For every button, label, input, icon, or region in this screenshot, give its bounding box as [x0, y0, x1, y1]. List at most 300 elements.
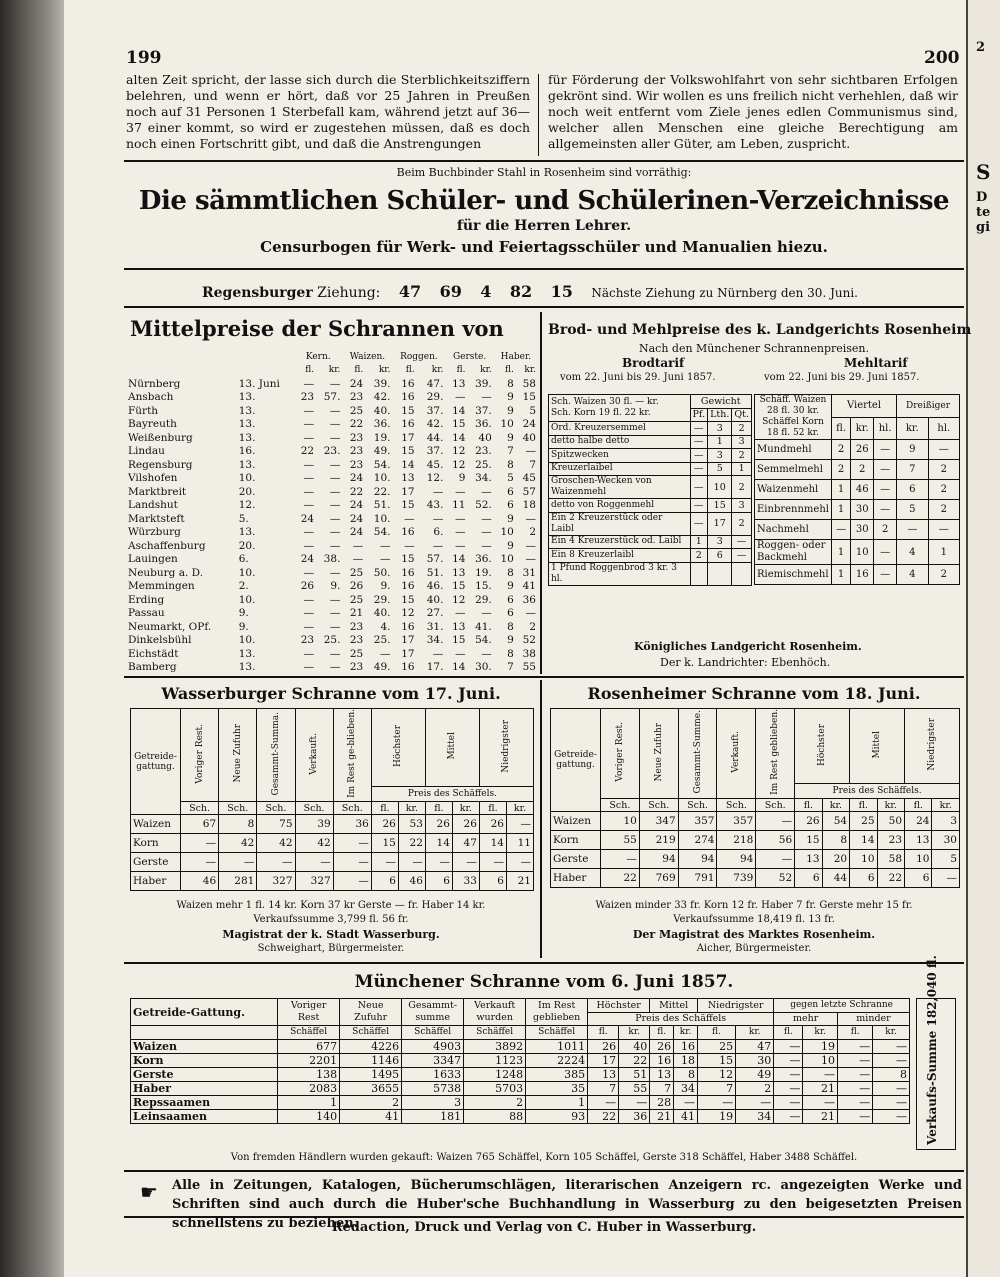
value-cell: 49	[736, 1067, 774, 1081]
price-cell: 12	[452, 445, 466, 458]
price-cell: 40	[478, 431, 492, 444]
table-row	[131, 1053, 910, 1067]
price-cell: 9.	[380, 580, 391, 593]
column-head: Gesammt-summe	[402, 999, 464, 1026]
price-cell: —	[404, 539, 415, 552]
value-cell: —	[506, 815, 533, 834]
bread-item: Ein 4 Kreuzerstück od. Laibl	[549, 535, 691, 549]
price-cell: 22	[349, 418, 364, 431]
bread-item: Ord. Kreuzersemmel	[549, 422, 691, 436]
table-row	[126, 593, 538, 607]
table-row	[126, 472, 538, 486]
value-cell: 22	[398, 834, 425, 853]
price-cell: 13.	[238, 404, 256, 417]
table-row	[551, 850, 960, 869]
column-head: Niedrigster	[698, 999, 774, 1013]
city-name: Neumarkt, OPf.	[128, 620, 212, 633]
table-row	[131, 1095, 910, 1109]
value-cell: 22	[877, 869, 904, 888]
value-cell: 67	[181, 815, 219, 834]
column-label: Höchster	[817, 723, 828, 766]
mittelpreise-title: Mittelpreise der Schrannen von	[130, 316, 504, 341]
price-cell: 31.	[426, 620, 444, 633]
city-name: Lauingen	[128, 553, 178, 566]
gattung-head: Getreide-Gattung.	[131, 999, 278, 1026]
value-cell: 2	[340, 1095, 402, 1109]
value-cell: 75	[257, 815, 295, 834]
price-cell: 54.	[373, 458, 391, 471]
price-cell: 40.	[426, 593, 444, 606]
value-cell: 7	[698, 1081, 736, 1095]
value-cell: 16	[650, 1053, 674, 1067]
column-head: Verkauft wurden	[464, 999, 526, 1026]
price-cell: —	[874, 540, 897, 565]
unit-head: kr.	[506, 801, 533, 815]
value-cell: 281	[219, 872, 257, 891]
value-cell: 13	[905, 831, 932, 850]
value-cell: 22	[588, 1109, 619, 1123]
column-label: Gesammt-Summe.	[692, 710, 703, 794]
value-cell: —	[873, 1109, 910, 1123]
price-cell: —	[525, 539, 536, 552]
value-cell: —	[181, 834, 219, 853]
value-cell: —	[774, 1039, 803, 1053]
wasserburg-title: Wasserburger Schranne vom 17. Juni.	[161, 684, 501, 703]
price-cell: 13.	[238, 458, 256, 471]
flour-item: Riemischmehl	[755, 565, 832, 585]
price-cell: 12	[401, 607, 415, 620]
price-cell: 2	[928, 500, 959, 520]
value-cell: 791	[678, 869, 717, 888]
value-cell: 218	[717, 831, 756, 850]
value-cell: 21	[803, 1081, 838, 1095]
price-cell: 21	[349, 607, 364, 620]
rosenheim-title: Rosenheimer Schranne vom 18. Juni.	[587, 684, 921, 703]
value-cell: 327	[295, 872, 333, 891]
mp-group-head: Gerste.	[452, 351, 487, 362]
table-row	[549, 562, 752, 585]
price-cell: 10	[500, 553, 514, 566]
weight-cell	[732, 562, 752, 585]
table-row	[755, 440, 960, 460]
price-cell: 10	[500, 526, 514, 539]
city-name: Würzburg	[128, 526, 181, 539]
price-cell: 10	[500, 418, 514, 431]
price-cell: 7	[897, 460, 929, 480]
city-name: Eichstädt	[128, 647, 179, 660]
price-cell: 6	[507, 499, 514, 512]
price-cell: 2	[874, 520, 897, 540]
value-cell: —	[674, 1095, 698, 1109]
unit-head: Schäffel	[464, 1026, 526, 1040]
city-name: Marktbreit	[128, 485, 187, 498]
unit-head: fl.	[698, 1026, 736, 1040]
unit-head: kr.	[452, 801, 479, 815]
table-row	[126, 512, 538, 526]
price-cell: 8	[507, 620, 514, 633]
brot-head: Sch. Waizen 30 fl. — kr.	[551, 397, 659, 407]
city-name: Regensburg	[128, 458, 193, 471]
table-row	[126, 580, 538, 594]
price-cell: 49.	[373, 661, 391, 674]
column-head	[479, 709, 533, 787]
rule	[124, 268, 964, 270]
value-cell: —	[803, 1067, 838, 1081]
header-row	[131, 999, 910, 1013]
value-cell: 55	[619, 1081, 650, 1095]
value-cell: 94	[678, 850, 717, 869]
price-cell: 13	[452, 377, 466, 390]
bread-item: detto halbe detto	[549, 435, 691, 449]
weight-cell: 2	[732, 476, 752, 499]
unit-head: Lth.	[708, 408, 732, 422]
column-head	[295, 709, 333, 802]
value-cell: 2	[736, 1081, 774, 1095]
value-cell: 3655	[340, 1081, 402, 1095]
price-cell: 57	[522, 485, 536, 498]
price-cell: —	[379, 553, 391, 566]
value-cell: 1011	[526, 1039, 588, 1053]
column-head: gegen letzte Schranne	[774, 999, 910, 1013]
value-cell: —	[588, 1095, 619, 1109]
value-cell: —	[333, 872, 371, 891]
column-head	[333, 709, 371, 802]
price-cell: 24	[349, 512, 364, 525]
bread-item: Spitzwecken	[549, 449, 691, 463]
ad-line: Beim Buchbinder Stahl in Rosenheim sind vorräthig:	[396, 166, 692, 179]
price-cell: 2	[928, 565, 959, 585]
book-spine	[0, 0, 64, 1277]
price-cell: —	[303, 607, 315, 620]
edge-fragment: 2	[976, 40, 986, 55]
price-cell: 6	[507, 593, 514, 606]
value-cell: 769	[639, 869, 678, 888]
price-cell: 1	[831, 500, 850, 520]
mehr-head: mehr	[774, 1012, 838, 1026]
unit-head: kr.	[328, 365, 341, 376]
price-cell: —	[329, 418, 341, 431]
value-cell: 30	[736, 1053, 774, 1067]
value-cell: 42	[219, 834, 257, 853]
brot-period: vom 22. Juni bis 29. Juni 1857.	[560, 372, 716, 383]
value-cell: 19	[698, 1109, 736, 1123]
value-cell: —	[873, 1095, 910, 1109]
price-cell: 7	[507, 445, 514, 458]
column-label: Im Rest geblieben.	[770, 709, 781, 795]
price-cell: 16.	[238, 445, 256, 458]
price-cell: 24	[300, 553, 315, 566]
price-cell: 9	[458, 472, 466, 485]
weight-cell: 10	[708, 476, 732, 499]
price-cell: 14	[452, 553, 466, 566]
price-cell: 10	[851, 540, 874, 565]
weight-cell	[708, 562, 732, 585]
price-cell: 24	[349, 377, 364, 390]
table-row	[549, 512, 752, 535]
value-cell: 6	[425, 872, 452, 891]
price-cell: 13.	[238, 391, 256, 404]
price-cell: 46	[851, 480, 874, 500]
value-cell: 34	[674, 1081, 698, 1095]
price-cell: 16	[401, 580, 415, 593]
price-cell: —	[352, 553, 364, 566]
value-cell: 15	[371, 834, 398, 853]
pointing-hand-icon: ☛	[140, 1180, 158, 1204]
column-head	[639, 709, 678, 799]
weight-cell: 2	[732, 449, 752, 463]
weight-cell: 1	[708, 435, 732, 449]
price-cell: 57.	[426, 553, 444, 566]
column-head: Höchster	[588, 999, 650, 1013]
value-cell: 4903	[402, 1039, 464, 1053]
value-cell: 3	[932, 812, 960, 831]
table-row	[131, 1067, 910, 1081]
rule	[124, 676, 964, 678]
value-cell: 28	[650, 1095, 674, 1109]
column-label: Neue Zufuhr	[653, 722, 664, 782]
price-cell: 36.	[475, 418, 492, 431]
price-cell: 38	[522, 647, 536, 660]
table-row	[551, 831, 960, 850]
price-cell: —	[454, 647, 466, 660]
table-row	[126, 539, 538, 553]
unit-head: kr.	[398, 801, 425, 815]
value-cell: 385	[526, 1067, 588, 1081]
grain-name: Gerste	[131, 853, 181, 872]
price-cell: 30	[851, 520, 874, 540]
column-divider	[540, 312, 542, 674]
price-cell: 52	[522, 634, 536, 647]
value-cell: 19	[803, 1039, 838, 1053]
table-row	[131, 815, 534, 834]
value-cell: —	[838, 1053, 873, 1067]
brod-subtitle: Nach den Münchener Schrannenpreisen.	[638, 342, 870, 355]
edge-fragment: D	[976, 190, 988, 205]
value-cell: 41	[340, 1109, 402, 1123]
unit-head: Sch.	[295, 801, 333, 815]
bread-item: detto von Roggenmehl	[549, 499, 691, 513]
price-cell: 6	[897, 480, 929, 500]
price-cell: —	[379, 647, 391, 660]
price-cell: 2	[831, 460, 850, 480]
price-cell: 15	[401, 553, 415, 566]
price-cell: 23.	[323, 445, 341, 458]
price-cell: 47.	[426, 377, 444, 390]
unit-head: fl.	[774, 1026, 803, 1040]
weight-cell: —	[690, 462, 708, 476]
flour-item: Mundmehl	[755, 440, 832, 460]
price-cell: 39.	[373, 377, 391, 390]
price-cell: 14	[452, 661, 466, 674]
price-cell: 49.	[373, 445, 391, 458]
price-cell: 1	[831, 565, 850, 585]
price-cell: —	[928, 520, 959, 540]
city-name: Dinkelsbühl	[128, 634, 192, 647]
price-cell: 23	[300, 391, 315, 404]
price-cell: 15	[452, 634, 466, 647]
value-cell: 2083	[278, 1081, 340, 1095]
table-row	[755, 540, 960, 565]
value-cell: —	[601, 850, 640, 869]
price-cell: —	[481, 485, 492, 498]
preis-head: Preis des Schäffels.	[795, 784, 960, 799]
value-cell: 56	[756, 831, 795, 850]
grain-name: Korn	[131, 834, 181, 853]
column-head	[795, 709, 850, 784]
price-cell: 13.	[238, 431, 256, 444]
price-cell: 6.	[238, 553, 249, 566]
price-cell: —	[525, 445, 536, 458]
value-cell: 42	[257, 834, 295, 853]
price-cell: 15.	[475, 580, 492, 593]
price-cell: 38.	[323, 553, 341, 566]
muenchen-footnote: Von fremden Händlern wurden gekauft: Waizen 765 Schäffel, Korn 105 Schäffel, Gerste 318 Schäffel, Haber 3488 Schäffel.	[230, 1152, 858, 1163]
unit-head: kr.	[736, 1026, 774, 1040]
price-cell: 34.	[426, 634, 444, 647]
mp-group-head: Haber.	[500, 351, 532, 362]
value-cell: 14	[479, 834, 506, 853]
bread-item: Kreuzerlaibel	[549, 462, 691, 476]
price-cell: —	[329, 647, 341, 660]
price-cell: —	[352, 539, 364, 552]
value-cell: 6	[850, 869, 877, 888]
table-row	[131, 834, 534, 853]
value-cell: —	[479, 853, 506, 872]
price-cell: 9	[507, 404, 514, 417]
mp-group-head: Kern.	[305, 351, 331, 362]
price-cell: —	[303, 566, 315, 579]
value-cell: 25	[850, 812, 877, 831]
price-cell: 37.	[475, 404, 492, 417]
price-cell: 26	[851, 440, 874, 460]
weight-cell: —	[690, 499, 708, 513]
unit-head: fl.	[905, 798, 932, 812]
rh-signature: Der Magistrat des Marktes Rosenheim.	[632, 928, 876, 941]
value-cell: 46	[181, 872, 219, 891]
rh-signature: Aicher, Bürgermeister.	[696, 943, 812, 954]
price-cell: 45	[522, 472, 536, 485]
unit-head: Schäffel	[402, 1026, 464, 1040]
value-cell: 26	[452, 815, 479, 834]
price-cell: 19.	[475, 566, 492, 579]
value-cell: —	[371, 853, 398, 872]
table-row	[551, 812, 960, 831]
price-cell: 23	[349, 391, 364, 404]
value-cell: 47	[736, 1039, 774, 1053]
newspaper-page	[64, 0, 972, 1277]
price-cell: 39.	[475, 377, 492, 390]
price-cell: —	[525, 553, 536, 566]
price-cell: —	[897, 520, 929, 540]
value-cell: 47	[452, 834, 479, 853]
price-cell: —	[874, 500, 897, 520]
price-cell: 2	[529, 526, 536, 539]
price-cell: 27.	[426, 607, 444, 620]
city-name: Marktsteft	[128, 512, 185, 525]
price-cell: —	[303, 431, 315, 444]
city-name: Passau	[128, 607, 165, 620]
price-cell: 25	[349, 566, 364, 579]
page-number-left: 199	[126, 48, 162, 68]
unit-head: kr.	[822, 798, 849, 812]
price-cell: 24	[522, 418, 536, 431]
value-cell: 15	[698, 1053, 736, 1067]
price-cell: 15	[401, 593, 415, 606]
price-cell: —	[329, 458, 341, 471]
value-cell: —	[756, 850, 795, 869]
price-cell: 23	[349, 445, 364, 458]
bread-item: Groschen-Wecken von Waizenmehl	[549, 476, 691, 499]
price-cell: —	[329, 404, 341, 417]
unit-head: kr.	[877, 798, 904, 812]
price-cell: —	[329, 539, 341, 552]
value-cell: —	[619, 1095, 650, 1109]
price-cell: 12	[452, 593, 466, 606]
unit-head: kr.	[524, 365, 536, 376]
price-cell: 5	[529, 404, 536, 417]
price-cell: —	[874, 440, 897, 460]
price-cell: 42.	[426, 418, 444, 431]
lottery-line	[202, 282, 858, 301]
weight-cell: —	[690, 449, 708, 463]
price-cell: —	[303, 499, 315, 512]
column-head	[850, 709, 905, 784]
verkaufssumme: Verkaufs-Summe 182,040 fl.	[925, 955, 939, 1145]
price-cell: 15	[401, 404, 415, 417]
price-cell: 40.	[373, 404, 391, 417]
price-cell: 23.	[475, 445, 492, 458]
price-cell: 16	[851, 565, 874, 585]
value-cell: 23	[877, 831, 904, 850]
value-cell: 357	[678, 812, 717, 831]
price-cell: —	[329, 512, 341, 525]
value-cell: 13	[795, 850, 822, 869]
grain-name: Leinsaamen	[131, 1109, 278, 1123]
price-cell: 25	[349, 647, 364, 660]
price-cell: 1	[928, 540, 959, 565]
value-cell: 44	[822, 869, 849, 888]
value-cell: 13	[588, 1067, 619, 1081]
weight-cell: 3	[708, 422, 732, 436]
table-row	[126, 499, 538, 513]
price-cell: 17	[401, 485, 415, 498]
column-head	[717, 709, 756, 799]
mehl-period: vom 22. Juni bis 29. Juni 1857.	[764, 372, 920, 383]
price-cell: 9.	[238, 607, 249, 620]
column-head	[905, 709, 960, 784]
unit-head: fl.	[795, 798, 822, 812]
weight-cell: 3	[708, 449, 732, 463]
value-cell: —	[333, 853, 371, 872]
city-name: Nürnberg	[128, 377, 181, 390]
value-cell: 347	[639, 812, 678, 831]
unit-head: Pf.	[690, 408, 708, 422]
table-row	[131, 1109, 910, 1123]
mp-group-head: Roggen.	[400, 351, 438, 362]
unit-head: Sch.	[717, 798, 756, 812]
value-cell: 42	[295, 834, 333, 853]
table-row	[131, 853, 534, 872]
city-name: Neuburg a. D.	[128, 566, 204, 579]
price-cell: 23	[349, 458, 364, 471]
lottery-number: 15	[550, 282, 573, 301]
price-cell: —	[481, 526, 492, 539]
price-cell: 16	[401, 566, 415, 579]
price-cell: —	[303, 458, 315, 471]
gattung-head: Getreide-gattung.	[551, 709, 601, 812]
price-cell: —	[481, 647, 492, 660]
value-cell: 36	[333, 815, 371, 834]
